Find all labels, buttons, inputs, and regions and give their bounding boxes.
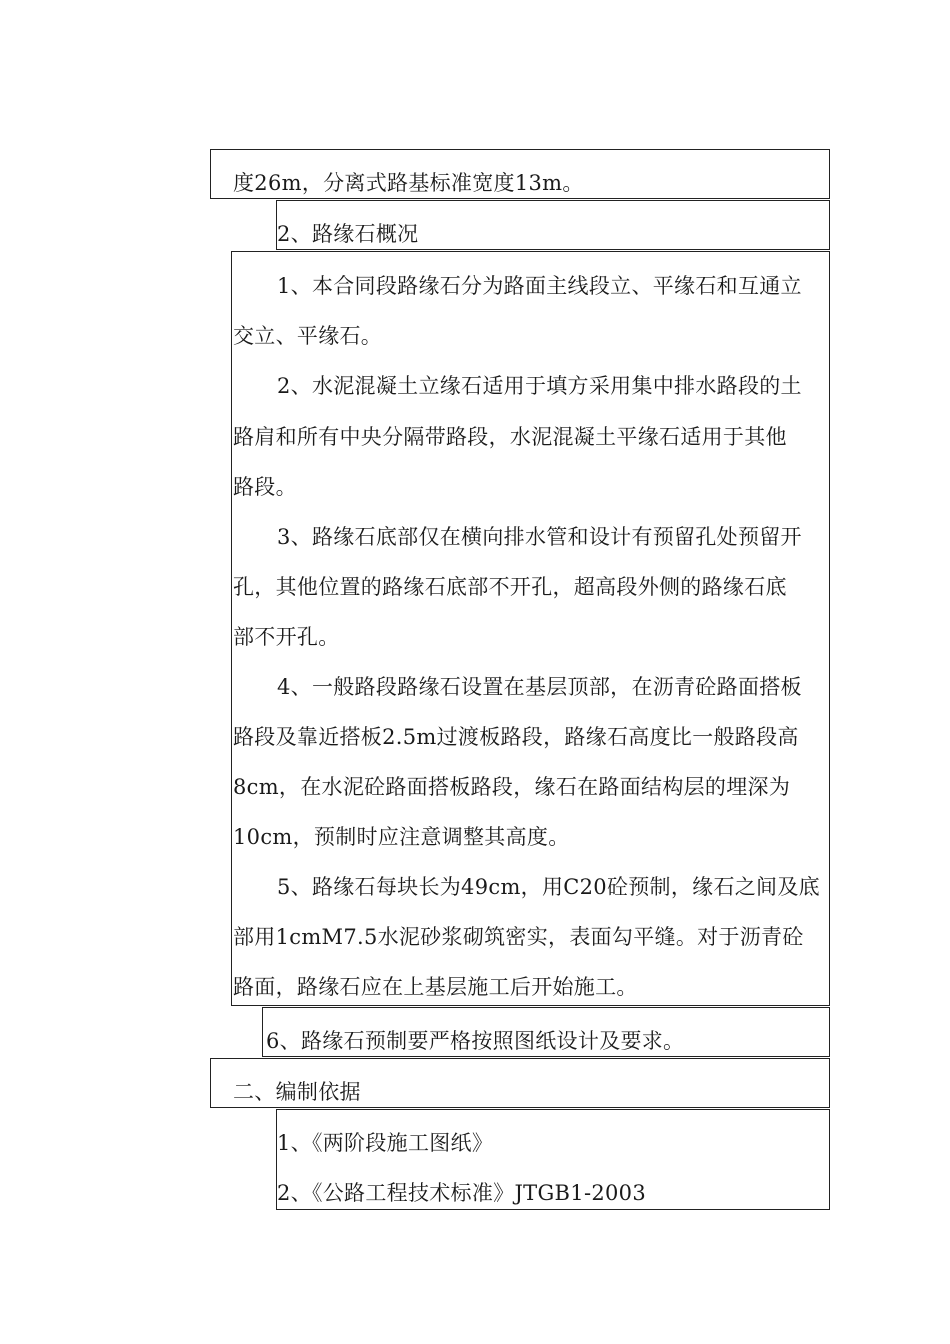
- curb-line-9: 4、一般路段路缘石设置在基层顶部，在沥青砼路面搭板: [277, 675, 802, 699]
- curb-line-7: 孔，其他位置的路缘石底部不开孔，超高段外侧的路缘石底: [233, 575, 787, 599]
- basis-heading-box: [210, 1058, 830, 1108]
- basis-item-1: 1、《两阶段施工图纸》: [277, 1131, 494, 1155]
- curb-line-4: 路肩和所有中央分隔带路段，水泥混凝土平缘石适用于其他: [233, 425, 787, 449]
- curb-line-5: 路段。: [233, 475, 297, 499]
- curb-item6-box: [262, 1007, 830, 1057]
- curb-item6: 6、路缘石预制要严格按照图纸设计及要求。: [266, 1029, 685, 1053]
- curb-line-8: 部不开孔。: [233, 625, 340, 649]
- curb-line-13: 5、路缘石每块长为49cm，用C20砼预制，缘石之间及底: [277, 875, 820, 899]
- curb-heading: 2、路缘石概况: [277, 222, 419, 246]
- curb-heading-box: [276, 200, 830, 250]
- basis-list-box: [276, 1109, 830, 1210]
- curb-line-12: 10cm，预制时应注意调整其高度。: [233, 825, 570, 849]
- curb-line-15: 路面，路缘石应在上基层施工后开始施工。: [233, 975, 638, 999]
- curb-line-6: 3、路缘石底部仅在横向排水管和设计有预留孔处预留开: [277, 525, 802, 549]
- curb-line-2: 交立、平缘石。: [233, 324, 383, 348]
- section-box-top: [210, 149, 830, 199]
- section-top-line: 度26m，分离式路基标准宽度13m。: [233, 171, 584, 195]
- curb-line-14: 部用1cmM7.5水泥砂浆砌筑密实，表面勾平缝。对于沥青砼: [233, 925, 804, 949]
- basis-item-2: 2、《公路工程技术标准》JTGB1-2003: [277, 1181, 646, 1205]
- curb-line-1: 1、本合同段路缘石分为路面主线段立、平缘石和互通立: [277, 274, 802, 298]
- curb-line-10: 路段及靠近搭板2.5m过渡板路段，路缘石高度比一般路段高: [233, 725, 799, 749]
- curb-line-11: 8cm，在水泥砼路面搭板路段，缘石在路面结构层的埋深为: [233, 775, 791, 799]
- curb-overview-box: [231, 251, 830, 1006]
- curb-line-3: 2、水泥混凝土立缘石适用于填方采用集中排水路段的土: [277, 374, 802, 398]
- basis-heading: 二、编制依据: [233, 1080, 361, 1104]
